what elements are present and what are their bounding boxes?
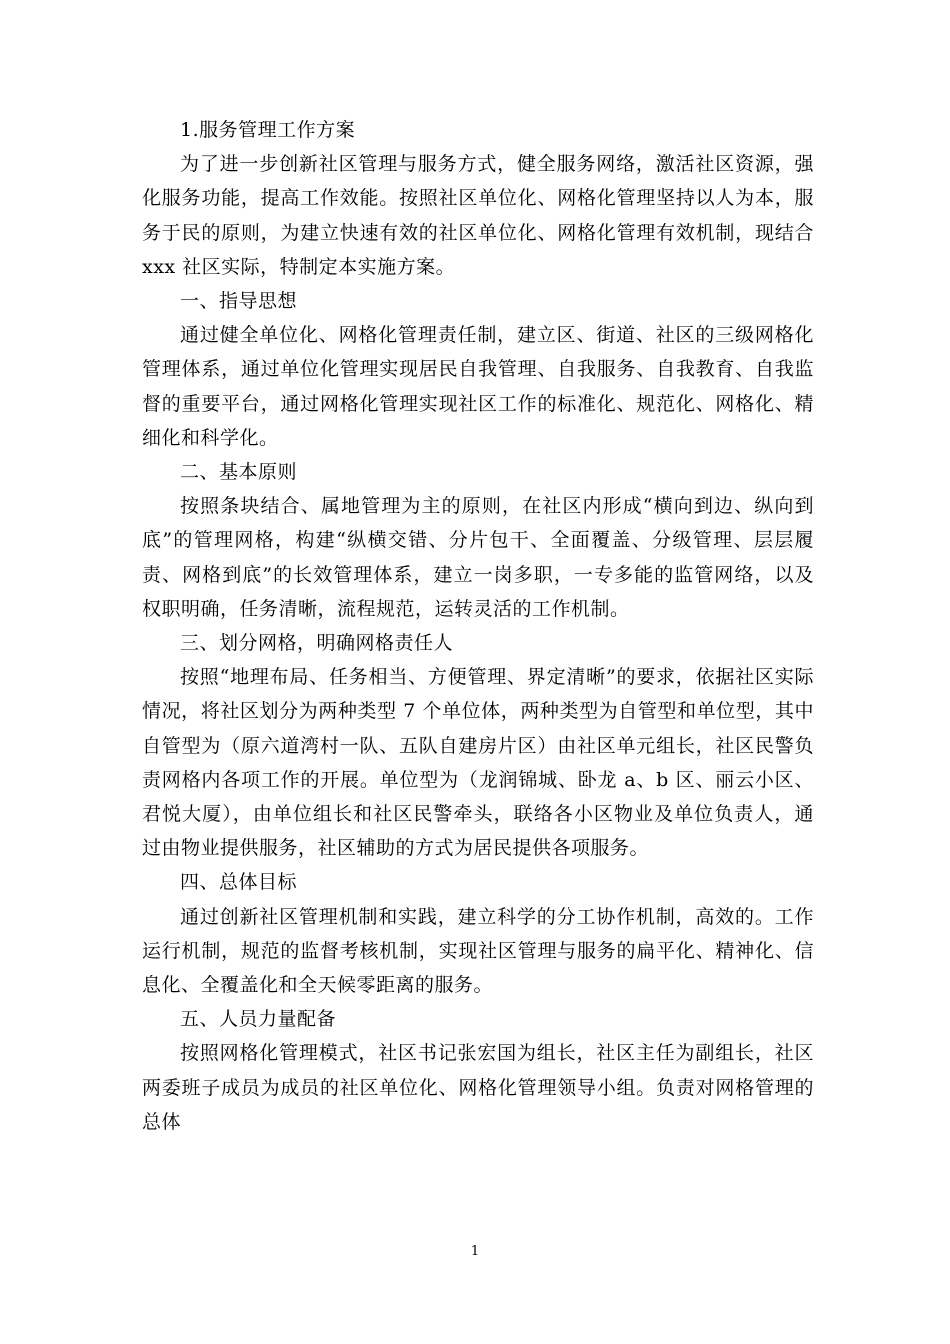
section-title: 1.服务管理工作方案 bbox=[180, 119, 356, 141]
body-paragraph: 按照网格化管理模式，社区书记张宏国为组长，社区主任为副组长，社区两委班子成员为成员的社区单位化、网格化管理领导小组。负责对网格管理的总体 bbox=[142, 1042, 814, 1133]
page-number: 1 bbox=[470, 1244, 480, 1259]
document-body bbox=[142, 113, 814, 1139]
section-heading: 一、指导思想 bbox=[180, 290, 298, 313]
body-paragraph: 为了进一步创新社区管理与服务方式，健全服务网络，激活社区资源，强化服务功能，提高工作效能。按照社区单位化、网格化管理坚持以人为本，服务于民的原则，为建立快速有效的社区单位化、网格化管理有效机制，现结合 xxx 社区实际，特制定本实施方案。 bbox=[142, 153, 814, 278]
body-paragraph: 通过健全单位化、网格化管理责任制，建立区、街道、社区的三级网格化管理体系，通过单位化管理实现居民自我管理、自我服务、自我教育、自我监督的重要平台，通过网格化管理实现社区工作的标准化、规范化、网格化、精细化和科学化。 bbox=[142, 324, 814, 449]
section-heading: 二、基本原则 bbox=[180, 461, 298, 484]
body-paragraph: 按照条块结合、属地管理为主的原则，在社区内形成“横向到边、纵向到底”的管理网格，构建“纵横交错、分片包干、全面覆盖、分级管理、层层履责、网格到底”的长效管理体系，建立一岗多职，一专多能的监管网络，以及权职明确，任务清晰，流程规范，运转灵活的工作机制。 bbox=[142, 495, 814, 620]
body-paragraph: 按照“地理布局、任务相当、方便管理、界定清晰”的要求，依据社区实际情况，将社区划分为两种类型 7 个单位体，两种类型为自管型和单位型，其中自管型为（原六道湾村一队、五队自建房片区）由社区单元组长，社区民警负责网格内各项工作的开展。单位型为（龙润锦城、卧龙 a、b 区、丽云小区、君悦大厦），由单位组长和社区民警牵头，联络各小区物业及单位负责人，通过由物业提供服务，社区辅助的方式为居民提供各项服务。 bbox=[142, 666, 814, 860]
section-heading: 五、人员力量配备 bbox=[180, 1008, 337, 1031]
section-heading: 四、总体目标 bbox=[180, 871, 298, 894]
body-paragraph: 通过创新社区管理机制和实践，建立科学的分工协作机制，高效的。工作运行机制，规范的监督考核机制，实现社区管理与服务的扁平化、精神化、信息化、全覆盖化和全天候零距离的服务。 bbox=[142, 905, 814, 997]
section-heading: 三、划分网格，明确网格责任人 bbox=[180, 632, 454, 655]
